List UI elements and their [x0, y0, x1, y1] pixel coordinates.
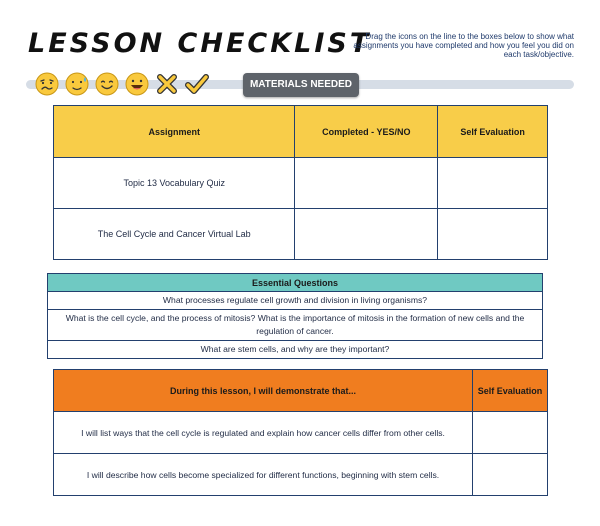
assignment-name: Topic 13 Vocabulary Quiz	[54, 158, 295, 209]
self-evaluation-drop-box[interactable]	[438, 209, 548, 260]
table-row	[54, 158, 548, 209]
objective-statement: I will describe how cells become specialized for different functions, beginning with stem cells.	[54, 454, 473, 496]
smiling-face-icon[interactable]	[94, 71, 120, 97]
essential-questions-header: Essential Questions	[48, 274, 543, 292]
completed-drop-box[interactable]	[295, 209, 438, 260]
table-row	[48, 341, 543, 359]
table-row	[48, 310, 543, 341]
self-evaluation-column-header: Self Evaluation	[438, 106, 548, 158]
page-title: LESSON CHECKLIST	[28, 28, 372, 59]
assignment-name: The Cell Cycle and Cancer Virtual Lab	[54, 209, 295, 260]
objective-self-evaluation-header: Self Evaluation	[473, 370, 548, 412]
completed-drop-box[interactable]	[295, 158, 438, 209]
x-mark-icon[interactable]	[154, 71, 180, 97]
nervous-face-icon[interactable]	[64, 71, 90, 97]
draggable-icon-row	[34, 71, 210, 97]
materials-needed-button[interactable]: MATERIALS NEEDED	[243, 73, 359, 97]
confused-face-icon[interactable]	[34, 71, 60, 97]
essential-question: What is the cell cycle, and the process of mitosis? What is the importance of mitosis in the formation of new cells and the regulation of cancer.	[48, 310, 543, 341]
essential-questions-table	[47, 273, 543, 359]
objectives-table	[53, 369, 548, 496]
happy-face-icon[interactable]	[124, 71, 150, 97]
self-evaluation-drop-box[interactable]	[473, 412, 548, 454]
assignment-table	[53, 105, 548, 260]
completed-column-header: Completed - YES/NO	[295, 106, 438, 158]
table-row	[54, 412, 548, 454]
essential-question: What processes regulate cell growth and division in living organisms?	[48, 292, 543, 310]
table-row	[54, 454, 548, 496]
table-row	[54, 209, 548, 260]
drag-instructions: Drag the icons on the line to the boxes below to show what assignments you have completed and how you feel you did on each task/objective.	[353, 32, 574, 59]
objective-statement: I will list ways that the cell cycle is regulated and explain how cancer cells differ from other cells.	[54, 412, 473, 454]
assignment-column-header: Assignment	[54, 106, 295, 158]
self-evaluation-drop-box[interactable]	[438, 158, 548, 209]
check-mark-icon[interactable]	[184, 71, 210, 97]
self-evaluation-drop-box[interactable]	[473, 454, 548, 496]
table-row	[48, 292, 543, 310]
objective-column-header: During this lesson, I will demonstrate that...	[54, 370, 473, 412]
essential-question: What are stem cells, and why are they important?	[48, 341, 543, 359]
